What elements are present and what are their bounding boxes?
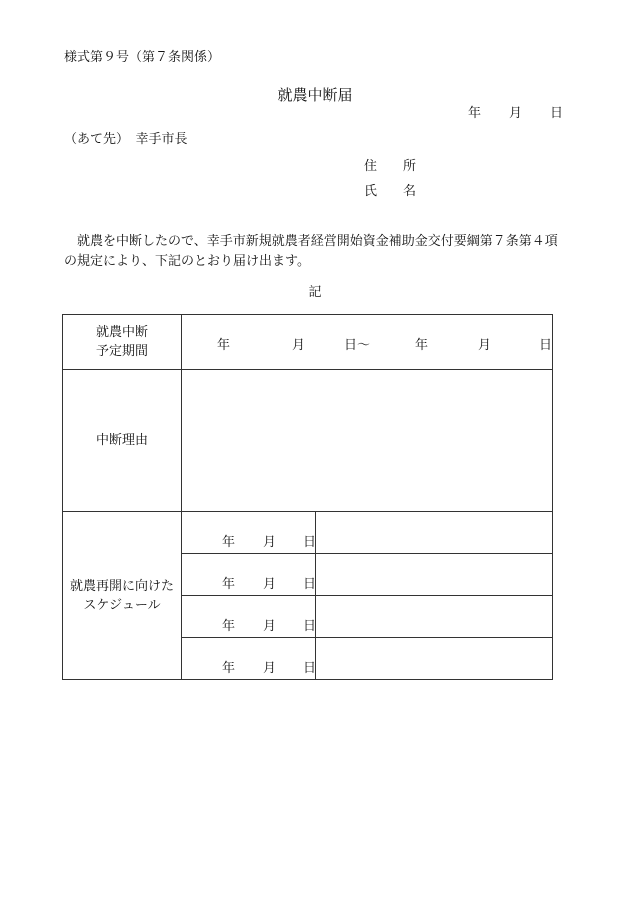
period-end-month: 月 xyxy=(478,338,492,353)
reason-label: 中断理由 xyxy=(63,370,182,512)
reason-row xyxy=(63,370,553,512)
schedule-date[interactable] xyxy=(182,512,316,554)
period-label-line2: 予定期間 xyxy=(95,344,148,359)
schedule-month: 月 xyxy=(263,577,277,592)
schedule-content[interactable] xyxy=(316,512,553,554)
period-input[interactable] xyxy=(182,315,553,370)
schedule-row xyxy=(63,512,553,554)
schedule-content[interactable] xyxy=(316,554,553,596)
schedule-year: 年 xyxy=(222,535,236,550)
body-text: 就農を中断したので、幸手市新規就農者経営開始資金補助金交付要綱第７条第４項の規定により、下記のとおり届け出ます。 xyxy=(64,234,558,269)
date-day: 日 xyxy=(550,106,564,121)
schedule-month: 月 xyxy=(263,535,277,550)
schedule-month: 月 xyxy=(263,661,277,676)
schedule-day: 日 xyxy=(303,535,317,550)
date-line xyxy=(468,102,563,121)
schedule-month: 月 xyxy=(263,619,277,634)
period-start-day: 日～ xyxy=(344,338,371,353)
period-end-day: 日 xyxy=(539,338,553,353)
period-row xyxy=(63,315,553,370)
date-year: 年 xyxy=(468,106,482,121)
form-table xyxy=(62,314,553,680)
schedule-year: 年 xyxy=(222,619,236,634)
schedule-label-line2: スケジュール xyxy=(83,597,161,613)
period-end-year: 年 xyxy=(415,338,429,353)
schedule-day: 日 xyxy=(303,577,317,592)
schedule-day: 日 xyxy=(303,661,317,676)
schedule-year: 年 xyxy=(222,661,236,676)
period-start-month: 月 xyxy=(292,338,306,353)
schedule-content[interactable] xyxy=(316,638,553,680)
schedule-day: 日 xyxy=(303,619,317,634)
date-month: 月 xyxy=(509,106,523,121)
reason-input[interactable] xyxy=(182,370,553,512)
form-number: 様式第９号（第７条関係） xyxy=(64,50,221,65)
schedule-date[interactable] xyxy=(182,596,316,638)
ki-heading: 記 xyxy=(308,285,322,300)
period-label xyxy=(63,315,182,370)
addressee: （あて先） 幸手市長 xyxy=(64,132,188,147)
schedule-label xyxy=(63,512,182,680)
schedule-date[interactable] xyxy=(182,554,316,596)
schedule-label-line1: 就農再開に向けた xyxy=(69,578,174,594)
address-label: 住 所 xyxy=(364,159,417,174)
schedule-content[interactable] xyxy=(316,596,553,638)
schedule-year: 年 xyxy=(222,577,236,592)
period-start-year: 年 xyxy=(217,338,231,353)
schedule-date[interactable] xyxy=(182,638,316,680)
document-title: 就農中断届 xyxy=(277,86,353,104)
name-label: 氏 名 xyxy=(364,184,417,199)
period-label-line1: 就農中断 xyxy=(95,325,148,340)
